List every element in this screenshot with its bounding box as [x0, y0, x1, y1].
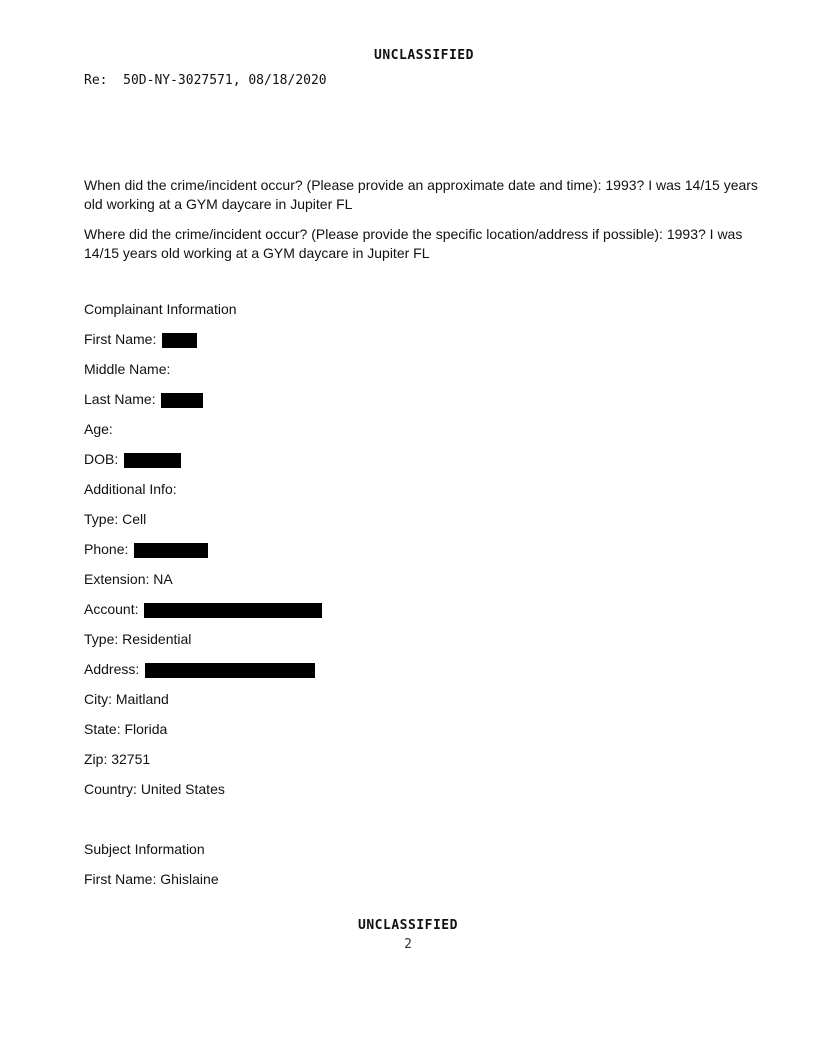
complainant-section-title: Complainant Information: [84, 301, 237, 317]
field-label: Account:: [84, 601, 139, 617]
field-value: Residential: [122, 631, 192, 647]
field-label: Type:: [84, 631, 119, 647]
field-row-middle-name: [84, 359, 776, 379]
field-row-first-name: [84, 329, 776, 349]
field-row-address-type: [84, 629, 776, 649]
field-row-country: [84, 779, 776, 799]
field-row-age: [84, 419, 776, 439]
field-label: First Name:: [84, 331, 157, 347]
field-value: NA: [153, 571, 173, 587]
redaction-bar: [161, 393, 203, 408]
footer-classification: UNCLASSIFIED: [358, 918, 458, 933]
field-label: State:: [84, 721, 121, 737]
field-label: Age:: [84, 421, 113, 437]
redaction-bar: [145, 663, 315, 678]
document-content: [84, 48, 776, 889]
field-label: First Name:: [84, 871, 157, 887]
field-row-last-name: [84, 389, 776, 409]
redaction-bar: [124, 453, 181, 468]
field-value: United States: [140, 781, 225, 797]
field-row-city: [84, 689, 776, 709]
field-label: Address:: [84, 661, 140, 677]
header-classification: UNCLASSIFIED: [374, 48, 474, 63]
subject-section-title: Subject Information: [84, 841, 205, 857]
field-row-zip: [84, 749, 776, 769]
field-label: Middle Name:: [84, 361, 171, 377]
redaction-bar: [162, 333, 197, 348]
field-row-dob: [84, 449, 776, 469]
field-value: Cell: [122, 511, 147, 527]
question-when: When did the crime/incident occur? (Please provide an approximate date and time): 1993? I was 14/15 years old working at a GYM daycare in Jupiter FL: [84, 177, 758, 212]
field-value: Ghislaine: [160, 871, 219, 887]
field-label: Country:: [84, 781, 137, 797]
field-row-state: [84, 719, 776, 739]
field-row-extension: [84, 569, 776, 589]
field-label: Zip:: [84, 751, 108, 767]
field-label: Type:: [84, 511, 119, 527]
redaction-bar: [144, 603, 322, 618]
field-value: Maitland: [115, 691, 169, 707]
field-label: Extension:: [84, 571, 150, 587]
field-row-account: [84, 599, 776, 619]
field-row-phone-type: [84, 509, 776, 529]
field-label: Phone:: [84, 541, 129, 557]
field-label: DOB:: [84, 451, 119, 467]
field-value: Florida: [124, 721, 168, 737]
field-row-phone: [84, 539, 776, 559]
field-label: City:: [84, 691, 112, 707]
field-row-address: [84, 659, 776, 679]
field-row-additional-info: [84, 479, 776, 499]
field-value: 32751: [111, 751, 151, 767]
field-row-subject-first-name: [84, 869, 776, 889]
redaction-bar: [134, 543, 208, 558]
question-where: Where did the crime/incident occur? (Please provide the specific location/address if possible): 1993? I was 14/15 years old working at a GYM daycare in Jupiter FL: [84, 226, 743, 261]
field-label: Last Name:: [84, 391, 156, 407]
re-line: Re: 50D-NY-3027571, 08/18/2020: [84, 73, 327, 88]
page-number: 2: [404, 937, 412, 952]
page-footer: [0, 918, 816, 952]
field-label: Additional Info:: [84, 481, 177, 497]
